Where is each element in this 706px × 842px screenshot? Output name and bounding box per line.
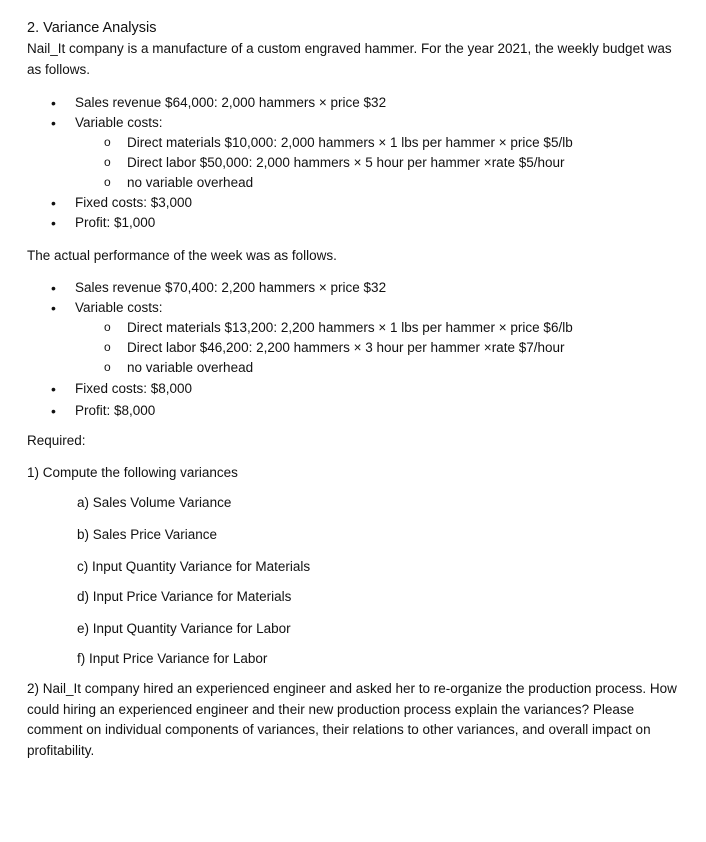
document [27,18,687,761]
actual-profit: • Profit: $8,000 [27,401,687,421]
question-2: 2) Nail_It company hired an experienced engineer and asked her to re-organize the production process. How could hiring an experienced engineer and their new production process explain the variances? Please comment on individual components of variances, their relations to other variances, and overall impact on profitability. [27,681,677,758]
variance-item: f) Input Price Variance for Labor [77,651,268,666]
actual-direct-materials: o Direct materials $13,200: 2,200 hammers × 1 lbs per hammer × price $6/lb [27,318,687,338]
budget-fixed-costs: • Fixed costs: $3,000 [27,193,687,213]
budget-profit: • Profit: $1,000 [27,213,687,233]
budget-totals-list [27,193,687,233]
budget-direct-materials: o Direct materials $10,000: 2,000 hammers × 1 lbs per hammer × price $5/lb [27,133,687,153]
budget-list [27,93,687,133]
budget-sales: • Sales revenue $64,000: 2,000 hammers × price $32 [27,93,687,113]
actual-direct-labor: o Direct labor $46,200: 2,200 hammers × 3 hour per hammer ×rate $7/hour [27,338,687,358]
actual-fixed-costs: • Fixed costs: $8,000 [27,379,687,399]
actual-variable-overhead: o no variable overhead [27,358,687,378]
actual-variable-costs: • Variable costs: [27,298,687,318]
actual-totals-list [27,379,687,421]
actual-list [27,278,687,318]
section-title: 2. Variance Analysis [27,20,157,36]
actual-variable-list [27,318,687,378]
variance-item: d) Input Price Variance for Materials [77,589,292,604]
variance-item: b) Sales Price Variance [77,527,218,542]
budget-variable-overhead: o no variable overhead [27,173,687,193]
variance-item: a) Sales Volume Variance [77,495,232,510]
budget-variable-list [27,133,687,193]
budget-variable-costs: • Variable costs: [27,113,687,133]
actual-intro: The actual performance of the week was as follows. [27,248,337,263]
required-heading: Required: [27,433,86,448]
question-1: 1) Compute the following variances [27,465,238,480]
actual-sales: • Sales revenue $70,400: 2,200 hammers × price $32 [27,278,687,298]
variance-item: c) Input Quantity Variance for Materials [77,559,311,574]
budget-direct-labor: o Direct labor $50,000: 2,000 hammers × 5 hour per hammer ×rate $5/hour [27,153,687,173]
intro-paragraph: Nail_It company is a manufacture of a custom engraved hammer. For the year 2021, the weekly budget was as follows. [27,41,672,77]
variance-item: e) Input Quantity Variance for Labor [77,621,291,636]
